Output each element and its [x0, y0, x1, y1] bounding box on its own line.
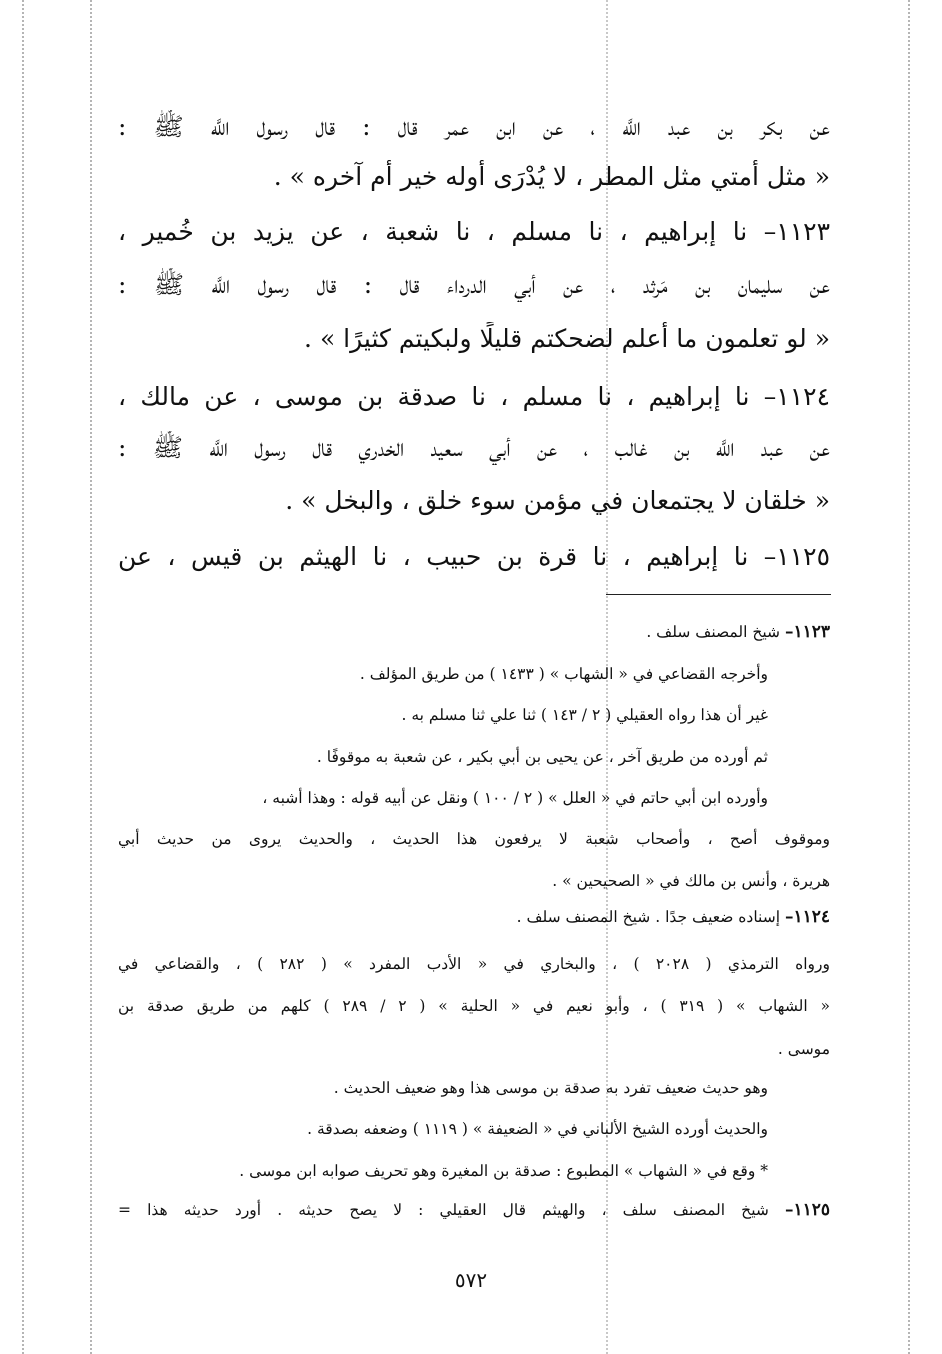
footnote-line: موسى .: [777, 1040, 830, 1058]
footnote-line: غير أن هذا رواه العقيلي ( ٢ / ١٤٣ ) ثنا علي ثنا مسلم به .: [401, 706, 768, 724]
footnote-line: « الشهاب » ( ٣١٩ ) ، وأبو نعيم في « الحلية » ( ٢ / ٢٨٩ ) كلهم من طريق صدقة بن: [118, 997, 830, 1015]
footnote-line: ورواه الترمذي ( ٢٠٢٨ ) ، والبخاري في « الأدب المفرد » ( ٢٨٢ ) ، والقضاعي في: [118, 955, 830, 973]
footnote-heading: [118, 905, 830, 929]
main-line: « لو تعلمون ما أعلم لضحكتم قليلًا ولبكيتم كثيرًا » .: [304, 324, 830, 353]
footnote-line: وهو حديث ضعيف تفرد به صدقة بن موسى هذا وهو ضعيف الحديث .: [333, 1079, 768, 1097]
footnote-line: وأورده ابن أبي حاتم في « العلل » ( ٢ / ١٠٠ ) ونقل عن أبيه قوله : وهذا أشبه ،: [262, 789, 768, 807]
main-line: « مثل أُمتي مثل المطر ، لا يُدْرَى أوله خير أم آخره » .: [273, 162, 830, 191]
main-line: « خلقان لا يجتمعان في مؤمن سوء خلق ، والبخل » .: [285, 486, 830, 515]
footnote-head-text: إسناده ضعيف جدًا . شيخ المصنف سلف .: [516, 908, 781, 926]
footnote-line: هريرة ، وأنس بن مالك في « الصحيحين » .: [552, 872, 830, 890]
main-line: ١١٢٥– نا إبراهيم ، نا قرة بن حبيب ، نا الهيثم بن قيس ، عن: [118, 542, 830, 571]
footnote-heading: [118, 620, 830, 644]
footnote-line: وأخرجه القضاعي في « الشهاب » ( ١٤٣٣ ) من طريق المؤلف .: [359, 665, 768, 683]
footnote-number: ١١٢٤–: [784, 907, 830, 927]
footnote-number: ١١٢٣–: [784, 622, 830, 642]
main-line: ١١٢٣– نا إبراهيم ، نا مسلم ، نا شعبة ، عن يزيد بن خُمير ،: [118, 217, 830, 246]
footnote-line: وموقوف أصح ، وأصحاب شعبة لا يرفعون هذا الحديث ، والحديث يروى من حديث أبي: [118, 830, 830, 848]
footnote-line: * وقع في « الشهاب » المطبوع : صدقة بن المغيرة وهو تحريف صوابه ابن موسى .: [239, 1162, 768, 1180]
footnote-line: والحديث أورده الشيخ الألباني في « الضعيفة » ( ١١١٩ ) وضعفه بصدقة .: [307, 1120, 768, 1138]
scan-guide-line-left-inner: [90, 0, 92, 1354]
footnote-head-text: شيخ المصنف سلف ، والهيثم قال العقيلي : لا يصح حديثه . أورد حديثه هذا =: [118, 1201, 769, 1219]
footnote-head-text: شيخ المصنف سلف .: [646, 623, 781, 641]
scan-guide-line-right: [908, 0, 910, 1354]
footnote-number: ١١٢٥–: [784, 1200, 830, 1220]
main-line: عن سليمان بن مَرثد ، عن أبي الدرداء قال : قال رسول اللَّه ﷺ :: [118, 270, 830, 299]
scan-guide-line-left: [22, 0, 24, 1354]
main-line: ١١٢٤– نا إبراهيم ، نا مسلم ، نا صدقة بن موسى ، عن مالك ،: [118, 382, 830, 411]
footnote-separator: [606, 594, 831, 595]
page-number: ٥٧٢: [454, 1268, 488, 1292]
footnote-heading: [118, 1198, 830, 1222]
main-line: عن بكر بن عبد اللَّه ، عن ابن عمر قال : قال رسول اللَّه ﷺ :: [118, 112, 830, 141]
footnote-line: ثم أورده من طريق آخر ، عن يحيى بن أبي بكير ، عن شعبة به موقوفًا .: [316, 748, 768, 766]
main-line: عن عبد اللَّه بن غالب ، عن أبي سعيد الخدري قال رسول اللَّه ﷺ :: [118, 433, 830, 462]
